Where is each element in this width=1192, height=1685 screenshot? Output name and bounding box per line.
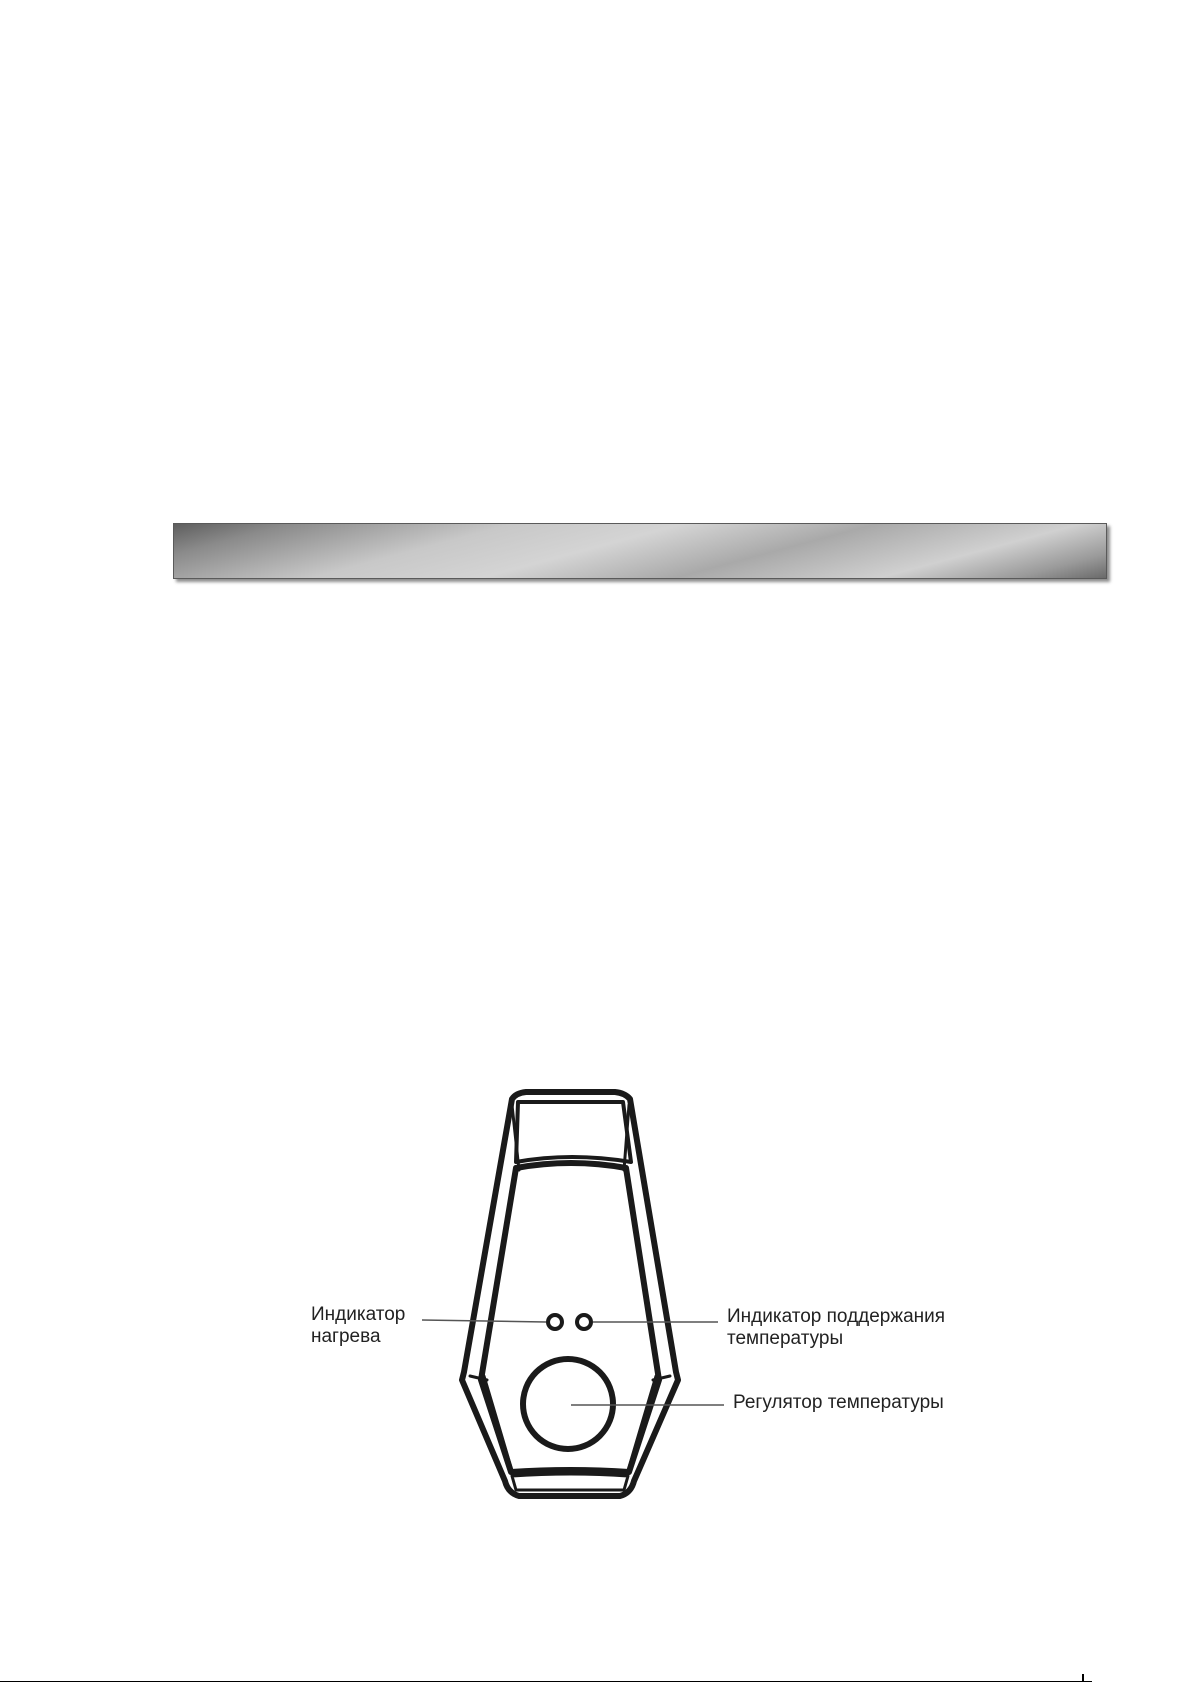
device-inner-face <box>481 1163 659 1472</box>
maintain-indicator-icon <box>577 1315 591 1329</box>
heating-leader-line <box>422 1320 546 1322</box>
heating-indicator-label: Индикатор нагрева <box>311 1304 406 1347</box>
footer-rule <box>0 1681 1092 1682</box>
device-bottom-lip <box>512 1474 628 1490</box>
temperature-knob-icon <box>523 1359 613 1449</box>
footer-mark <box>1082 1674 1084 1682</box>
temperature-regulator-label: Регулятор температуры <box>733 1392 944 1413</box>
maintain-indicator-label: Индикатор поддержания температуры <box>727 1306 946 1349</box>
device-top-cap <box>516 1102 631 1162</box>
heating-indicator-icon <box>548 1315 562 1329</box>
